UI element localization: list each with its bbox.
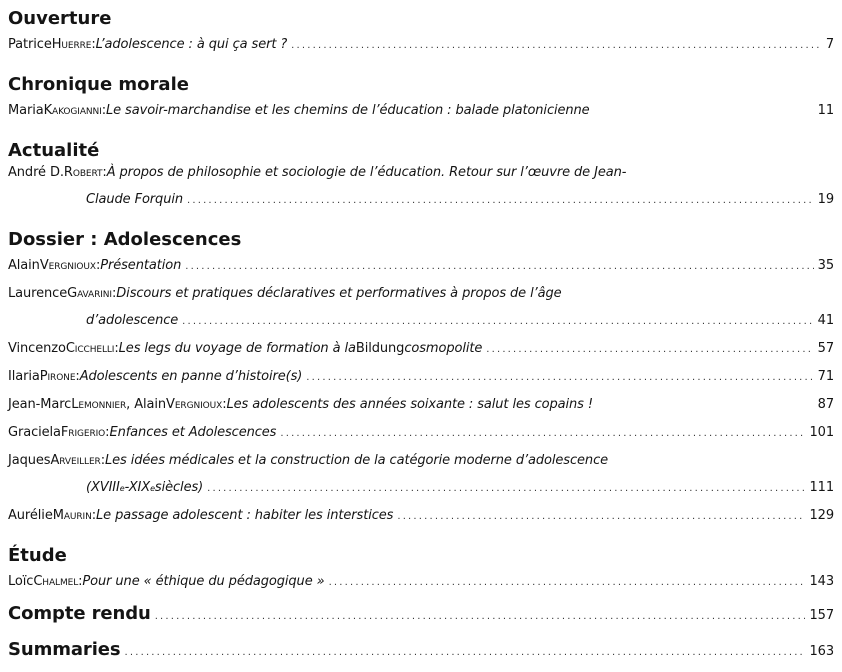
page-number: 129: [809, 508, 834, 523]
toc-entry-maurin[interactable]: [8, 505, 834, 527]
author-first: Aurélie: [8, 508, 53, 523]
page-number: 87: [817, 397, 834, 412]
entry-title: L’adolescence : à qui ça sert ?: [95, 37, 288, 52]
entry-title: Présentation: [100, 258, 182, 273]
separator: :: [100, 453, 105, 468]
author-last-2: Vergnioux: [166, 397, 223, 412]
author-first: Patrice: [8, 37, 52, 52]
entry-title-cont-b: -XIX: [124, 480, 151, 495]
author-first: Loïc: [8, 574, 34, 589]
dot-leader: [397, 505, 805, 528]
author-first: Graciela: [8, 425, 61, 440]
page-number: 41: [817, 313, 834, 328]
author-first: Vincenzo: [8, 341, 66, 356]
toc-entry-arveiller-line2[interactable]: (XVIII e -XIX e siècles) . . . 111: [86, 477, 834, 499]
separator: :: [101, 103, 106, 118]
author-first: Jean-Marc: [8, 397, 72, 412]
toc-entry-gavarini-line2[interactable]: [86, 310, 834, 332]
author-mid: , Alain: [126, 397, 167, 412]
dot-leader: [207, 477, 805, 500]
page-number: 163: [809, 644, 834, 659]
toc-entry-compte-rendu[interactable]: [8, 603, 834, 625]
dot-leader: [155, 605, 806, 628]
author-last: Gavarini: [67, 286, 112, 301]
author-last: Pirone: [39, 369, 76, 384]
dot-leader: [306, 366, 813, 389]
entry-title-cont: d’adolescence: [86, 313, 179, 328]
section-title-compte-rendu: Compte rendu: [8, 603, 151, 624]
author-first: Alain: [8, 258, 40, 273]
entry-title-c: cosmopolite: [404, 341, 483, 356]
separator: :: [222, 397, 227, 412]
author-last: Vergnioux: [39, 258, 96, 273]
author-last: Robert: [63, 165, 103, 180]
toc-entry-frigerio[interactable]: [8, 422, 834, 444]
author-first: Laurence: [8, 286, 68, 301]
dot-leader: [182, 310, 813, 333]
entry-title: À propos de philosophie et sociologie de l’éducation. Retour sur l’œuvre de Jean-: [106, 165, 627, 180]
author-last: Arveiller: [50, 453, 101, 468]
entry-title: Le savoir-marchandise et les chemins de l’éducation : balade platonicienne: [105, 103, 590, 118]
dot-leader: [187, 189, 814, 212]
toc-entry-huerre[interactable]: [8, 34, 834, 56]
author-first: Maria: [8, 103, 44, 118]
separator: :: [91, 508, 97, 523]
section-title-dossier: Dossier : Adolescences: [8, 229, 242, 250]
toc-entry-robert-line2[interactable]: [86, 189, 834, 211]
page-number: 57: [817, 341, 834, 356]
toc-entry-cicchelli[interactable]: [8, 338, 834, 360]
page-number: 71: [817, 369, 834, 384]
entry-title-bildung: Bildung: [355, 341, 405, 356]
separator: :: [114, 341, 119, 356]
author-first: Jaques: [8, 453, 51, 468]
toc-entry-gavarini-line1[interactable]: [8, 283, 834, 305]
dot-leader: [185, 255, 813, 278]
author-last: Kakogianni: [43, 103, 102, 118]
dot-leader: [486, 338, 813, 361]
entry-title: Enfances et Adolescences: [109, 425, 277, 440]
page-number: 101: [809, 425, 834, 440]
entry-title: Adolescents en panne d’histoire(s): [79, 369, 303, 384]
dot-leader: [280, 422, 805, 445]
toc-entry-arveiller-line1[interactable]: [8, 450, 834, 472]
section-title-summaries: Summaries: [8, 639, 121, 660]
separator: :: [102, 165, 107, 180]
dot-leader: [125, 641, 806, 664]
author-last: Cicchelli: [65, 341, 115, 356]
author-last: Chalmel: [33, 574, 79, 589]
separator: :: [95, 258, 101, 273]
separator: :: [75, 369, 80, 384]
entry-title: Pour une « éthique du pédagogique »: [82, 574, 325, 589]
toc-entry-chalmel[interactable]: [8, 571, 834, 593]
page-number: 35: [817, 258, 834, 273]
author-first: André D.: [8, 165, 64, 180]
page-number: 7: [825, 37, 834, 52]
author-first: Ilaria: [8, 369, 40, 384]
dot-leader: [329, 571, 806, 594]
entry-title: Les adolescents des années soixante : salut les copains !: [226, 397, 593, 412]
author-last: Lemonnier: [71, 397, 127, 412]
toc-entry-kakogianni[interactable]: [8, 100, 834, 122]
entry-title: Le passage adolescent : habiter les interstices: [96, 508, 394, 523]
author-last: Huerre: [51, 37, 92, 52]
section-title-etude: Étude: [8, 545, 67, 566]
entry-title-cont-a: (XVIII: [86, 480, 120, 495]
author-last: Frigerio: [60, 425, 106, 440]
toc-entry-summaries[interactable]: [8, 639, 834, 661]
toc-entry-lemonnier[interactable]: [8, 394, 834, 416]
entry-title-a: Les legs du voyage de formation à la: [118, 341, 356, 356]
section-title-chronique: Chronique morale: [8, 74, 189, 95]
page-number: 157: [809, 608, 834, 623]
section-title-ouverture: Ouverture: [8, 8, 112, 29]
toc-entry-robert-line1[interactable]: [8, 162, 834, 184]
entry-title: Les idées médicales et la construction de la catégorie moderne d’adolescence: [104, 453, 609, 468]
entry-title: Discours et pratiques déclaratives et performatives à propos de l’âge: [116, 286, 562, 301]
page-number: 111: [809, 480, 834, 495]
author-last: Maurin: [52, 508, 92, 523]
entry-title-cont: Claude Forquin: [86, 192, 183, 207]
separator: :: [78, 574, 83, 589]
toc-entry-pirone[interactable]: [8, 366, 834, 388]
page-number: 11: [817, 103, 834, 118]
toc-entry-vergnioux[interactable]: [8, 255, 834, 277]
separator: :: [91, 37, 96, 52]
page-number: 143: [809, 574, 834, 589]
dot-leader: [291, 34, 822, 57]
separator: :: [105, 425, 110, 440]
section-title-actualite: Actualité: [8, 140, 100, 161]
page-number: 19: [817, 192, 834, 207]
separator: :: [111, 286, 117, 301]
entry-title-cont-c: siècles): [154, 480, 204, 495]
